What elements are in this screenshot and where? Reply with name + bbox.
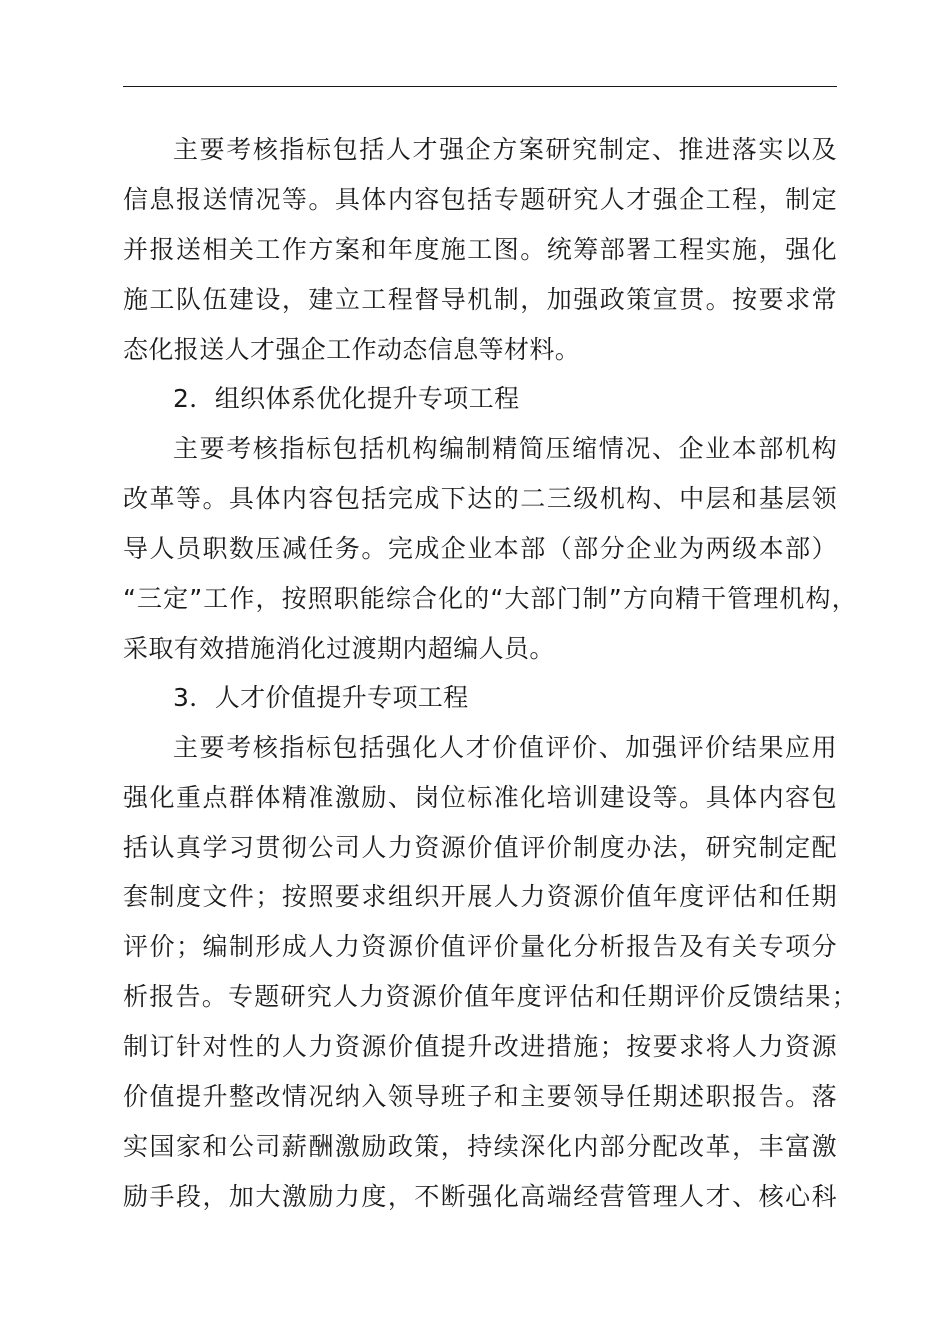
section-heading-3: 3．人才价值提升专项工程 (173, 683, 469, 712)
body-line-10: “三定”工作，按照职能综合化的“大部门制”方向精干管理机构， (123, 584, 857, 613)
body-line-21: 实国家和公司薪酬激励政策，持续深化内部分配改革，丰富激 (123, 1132, 837, 1161)
body-line-5: 态化报送人才强企工作动态信息等材料。 (123, 335, 581, 364)
body-line-2: 信息报送情况等。具体内容包括专题研究人才强企工程，制定 (123, 185, 837, 214)
body-line-13: 主要考核指标包括强化人才价值评价、加强评价结果应用 (173, 733, 837, 762)
body-line-8: 改革等。具体内容包括完成下达的二三级机构、中层和基层领 (123, 484, 837, 513)
body-line-4: 施工队伍建设，建立工程督导机制，加强政策宣贯。按要求常 (123, 285, 837, 314)
body-line-3: 并报送相关工作方案和年度施工图。统筹部署工程实施，强化 (123, 235, 837, 264)
header-rule (123, 86, 837, 87)
body-line-9: 导人员职数压减任务。完成企业本部（部分企业为两级本部） (123, 534, 837, 563)
body-line-7: 主要考核指标包括机构编制精简压缩情况、企业本部机构 (173, 434, 837, 463)
body-line-16: 套制度文件；按照要求组织开展人力资源价值年度评估和任期 (123, 882, 837, 911)
body-line-14: 强化重点群体精准激励、岗位标准化培训建设等。具体内容包 (123, 783, 837, 812)
body-line-22: 励手段，加大激励力度，不断强化高端经营管理人才、核心科 (123, 1182, 837, 1211)
body-line-18: 析报告。专题研究人力资源价值年度评估和任期评价反馈结果； (123, 982, 857, 1011)
body-line-11: 采取有效措施消化过渡期内超编人员。 (123, 634, 555, 663)
body-line-17: 评价；编制形成人力资源价值评价量化分析报告及有关专项分 (123, 932, 837, 961)
section-heading-2: 2．组织体系优化提升专项工程 (173, 384, 520, 413)
body-line-19: 制订针对性的人力资源价值提升改进措施；按要求将人力资源 (123, 1032, 837, 1061)
body-line-1: 主要考核指标包括人才强企方案研究制定、推进落实以及 (173, 135, 837, 164)
body-line-15: 括认真学习贯彻公司人力资源价值评价制度办法，研究制定配 (123, 833, 837, 862)
body-line-20: 价值提升整改情况纳入领导班子和主要领导任期述职报告。落 (123, 1082, 837, 1111)
